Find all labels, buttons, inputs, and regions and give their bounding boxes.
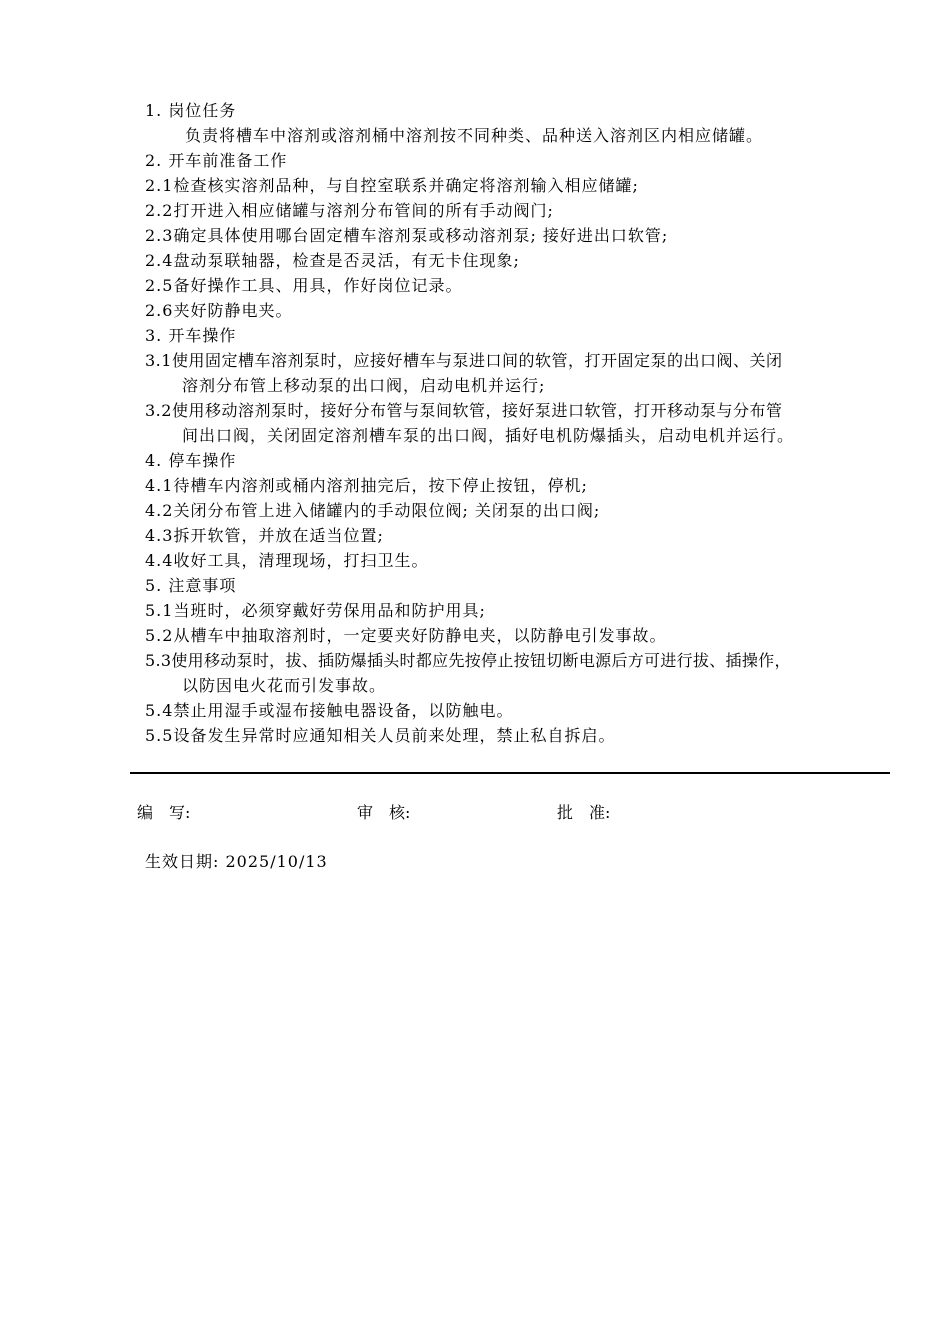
author-label: 编 写: [137, 803, 191, 822]
list-item: 2.6夹好防静电夹。 [145, 301, 293, 320]
list-item: 5.1当班时，必须穿戴好劳保用品和防护用具; [145, 601, 486, 620]
section-heading: 1. 岗位任务 [145, 101, 237, 120]
effective-date: 生效日期: 2025/10/13 [145, 852, 328, 871]
section-heading: 3. 开车操作 [145, 326, 237, 345]
list-item: 5.3使用移动泵时，拔、插防爆插头时都应先按停止按钮切断电源后方可进行拔、插操作， [145, 651, 791, 670]
list-item: 5.2从槽车中抽取溶剂时，一定要夹好防静电夹，以防静电引发事故。 [145, 626, 667, 645]
review-label: 审 核: [357, 803, 411, 822]
list-item: 4.4收好工具，清理现场，打扫卫生。 [145, 551, 429, 570]
list-item: 5.4禁止用湿手或湿布接触电器设备，以防触电。 [145, 701, 514, 720]
list-item: 5.5设备发生异常时应通知相关人员前来处理，禁止私自拆启。 [145, 726, 616, 745]
list-item-continuation: 间出口阀，关闭固定溶剂槽车泵的出口阀，插好电机防爆插头，启动电机并运行。 [182, 426, 795, 445]
list-item: 2.3确定具体使用哪台固定槽车溶剂泵或移动溶剂泵; 接好进出口软管; [145, 226, 669, 245]
list-item: 4.2关闭分布管上进入储罐内的手动限位阀; 关闭泵的出口阀; [145, 501, 601, 520]
list-item-continuation: 以防因电火花而引发事故。 [182, 676, 387, 695]
list-item: 2.4盘动泵联轴器，检查是否灵活，有无卡住现象; [145, 251, 520, 270]
list-item: 2.5备好操作工具、用具，作好岗位记录。 [145, 276, 463, 295]
list-item: 4.1待槽车内溶剂或桶内溶剂抽完后，按下停止按钮，停机; [145, 476, 588, 495]
list-item: 4.3拆开软管，并放在适当位置; [145, 526, 384, 545]
list-item-continuation: 溶剂分布管上移动泵的出口阀，启动电机并运行; [182, 376, 546, 395]
section-body: 负责将槽车中溶剂或溶剂桶中溶剂按不同种类、品种送入溶剂区内相应储罐。 [185, 126, 764, 145]
approve-label: 批 准: [557, 803, 611, 822]
divider-line [130, 772, 890, 774]
section-heading: 5. 注意事项 [145, 576, 237, 595]
list-item: 3.1使用固定槽车溶剂泵时，应接好槽车与泵进口间的软管，打开固定泵的出口阀、关闭 [145, 351, 783, 370]
section-heading: 2. 开车前准备工作 [145, 151, 288, 170]
section-heading: 4. 停车操作 [145, 451, 237, 470]
list-item: 2.2打开进入相应储罐与溶剂分布管间的所有手动阀门; [145, 201, 554, 220]
list-item: 3.2使用移动溶剂泵时，接好分布管与泵间软管，接好泵进口软管，打开移动泵与分布管 [145, 401, 783, 420]
list-item: 2.1检查核实溶剂品种，与自控室联系并确定将溶剂输入相应储罐; [145, 176, 639, 195]
